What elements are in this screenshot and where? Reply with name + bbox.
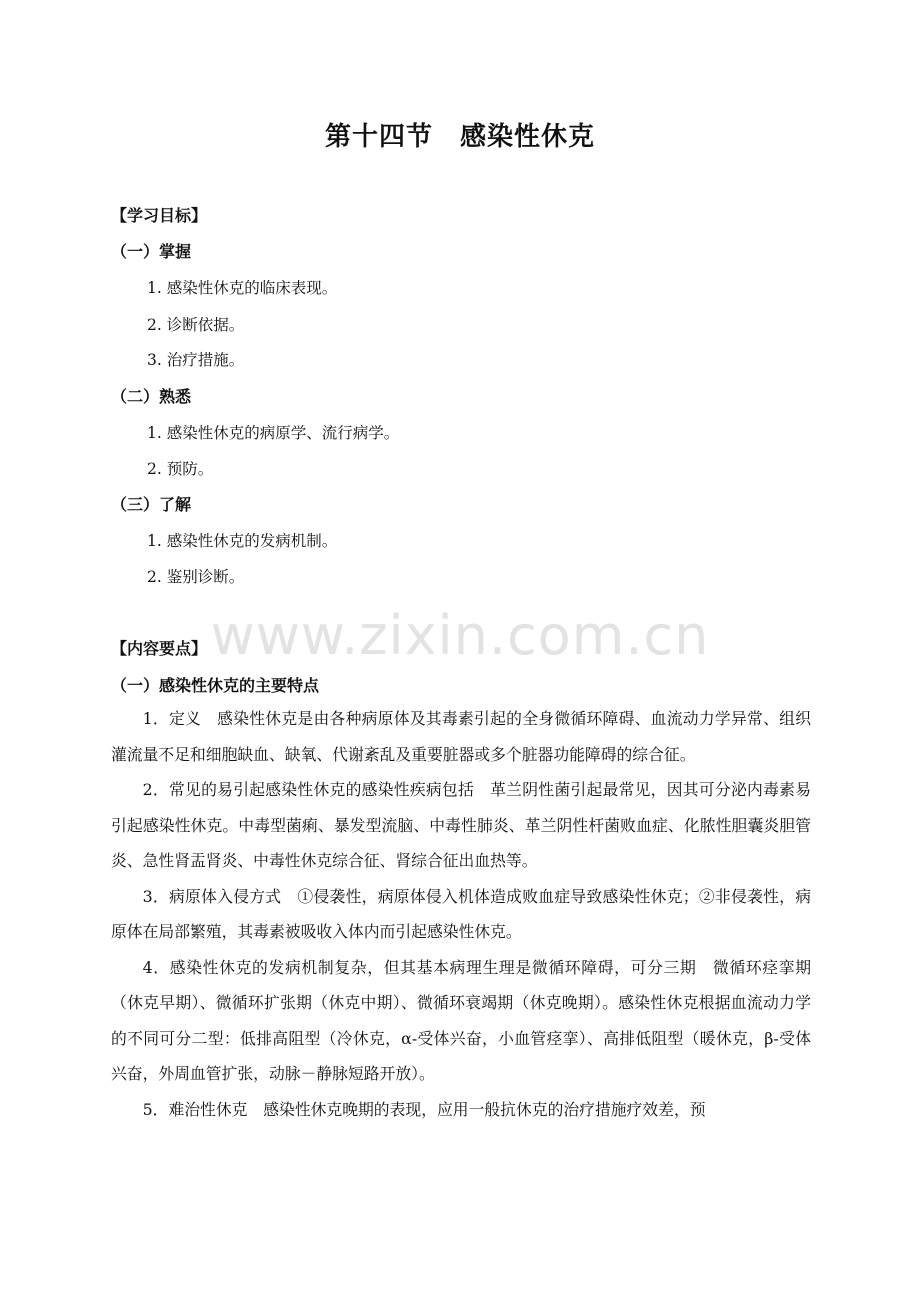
paragraph-refractory: 5．难治性休克 感染性休克晚期的表现，应用一般抗休克的治疗措施疗效差，预 <box>142 1099 706 1119</box>
list-item: 2. 预防。 <box>147 460 214 478</box>
paragraph-mechanism: 4．感染性休克的发病机制复杂，但其基本病理生理是微循环障碍，可分三期 微循环痉挛期（休克早期）、微循环扩张期（休克中期）、微循环衰竭期（休克晚期）。感染性休克根据血流动力学的不同可分二型：低排高阻型（冷休克，α-受体兴奋，小血管痉挛）、高排低阻型（暖休克，β-受体兴奋，外周血管扩张，动脉－静脉短路开放）。 <box>111 957 811 1083</box>
content-heading: 【内容要点】 <box>111 639 208 658</box>
section1-heading: （一）感染性休克的主要特点 <box>111 676 320 695</box>
list-item: 1. 感染性休克的病原学、流行病学。 <box>147 424 400 442</box>
master-heading: （一）掌握 <box>111 242 192 261</box>
paragraph-definition: 1．定义 感染性休克是由各种病原体及其毒素引起的全身微循环障碍、血流动力学异常、组织灌流量不足和细胞缺血、缺氧、代谢紊乱及重要脏器或多个脏器功能障碍的综合征。 <box>111 709 811 764</box>
list-item: 3. 治疗措施。 <box>147 351 245 369</box>
familiar-heading: （二）熟悉 <box>111 387 192 406</box>
list-item: 2. 鉴别诊断。 <box>147 568 245 586</box>
list-item: 2. 诊断依据。 <box>147 316 245 334</box>
list-item: 1. 感染性休克的发病机制。 <box>147 532 338 550</box>
page-title: 第十四节 感染性休克 <box>324 122 595 152</box>
section1-body <box>111 701 811 1127</box>
list-item: 1. 感染性休克的临床表现。 <box>147 279 338 297</box>
objectives-heading: 【学习目标】 <box>111 206 208 225</box>
watermark: www.zixin.com.cn <box>210 604 710 667</box>
paragraph-invasion: 3．病原体入侵方式 ①侵袭性，病原体侵入机体造成败血症导致感染性休克；②非侵袭性，病原体在局部繁殖，其毒素被吸收入体内而引起感染性休克。 <box>111 886 811 941</box>
paragraph-common-diseases: 2．常见的易引起感染性休克的感染性疾病包括 革兰阴性菌引起最常见，因其可分泌内毒素易引起感染性休克。中毒型菌痢、暴发型流脑、中毒性肺炎、革兰阴性杆菌败血症、化脓性胆囊炎胆管炎、急性肾盂肾炎、中毒性休克综合征、肾综合征出血热等。 <box>111 780 811 870</box>
understand-heading: （三）了解 <box>111 495 192 514</box>
